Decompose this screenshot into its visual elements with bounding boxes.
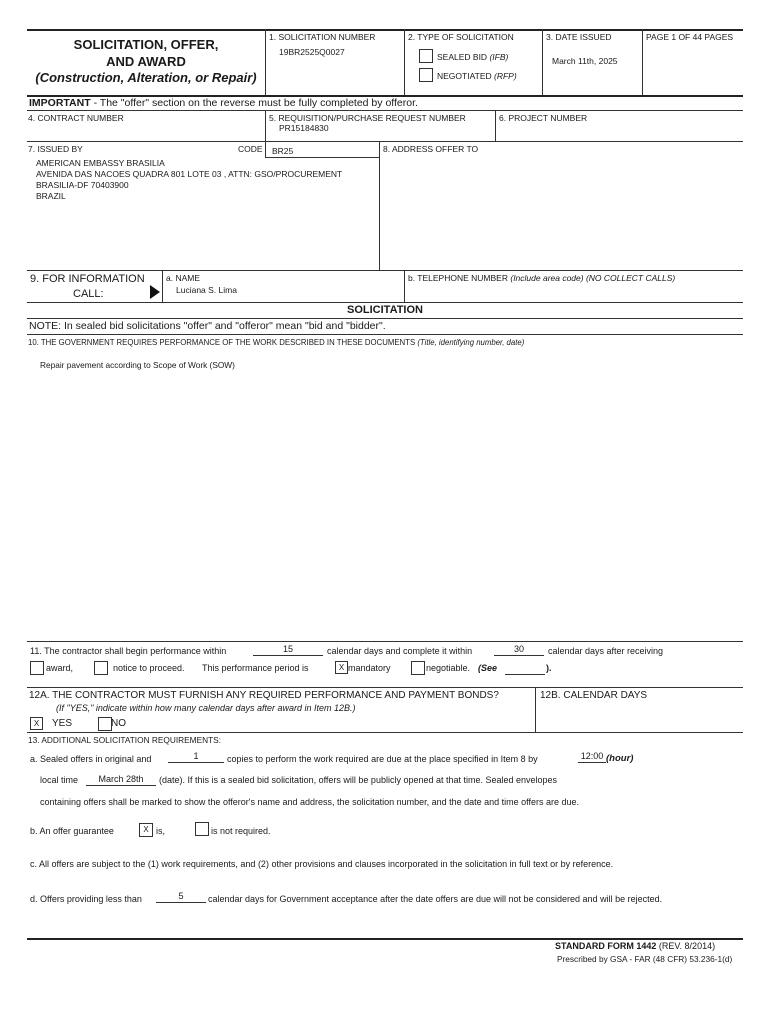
notice-to-proceed-label: notice to proceed. bbox=[113, 663, 185, 673]
see-end: ). bbox=[546, 663, 552, 673]
bonds-no-label: NO bbox=[111, 718, 126, 729]
item12a-note: (If "YES," indicate within how many calendar days after award in Item 12B.) bbox=[56, 703, 356, 713]
performance-period-text: This performance period is bbox=[202, 663, 309, 673]
form-title-line3: (Construction, Alteration, or Repair) bbox=[35, 70, 257, 85]
negotiable-label: negotiable. bbox=[426, 663, 471, 673]
top-border bbox=[27, 29, 743, 31]
item13a-date[interactable]: March 28th bbox=[86, 774, 156, 786]
form-number: STANDARD FORM 1442 (REV. 8/2014) bbox=[555, 941, 716, 951]
item13a-text4: containing offers shall be marked to show the offeror's name and address, the solicitation number, and the date and time offers are due. bbox=[40, 797, 580, 807]
issued-by-address-line2: AVENIDA DAS NACOES QUADRA 801 LOTE 03 , ATTN: GSO/PROCUREMENT bbox=[36, 169, 343, 179]
item10-label: 10. THE GOVERNMENT REQUIRES PERFORMANCE OF THE WORK DESCRIBED IN THESE DOCUMENTS (Title, identifying number, date) bbox=[28, 338, 525, 347]
item13d-text1: d. Offers providing less than bbox=[30, 894, 142, 904]
solicitation-type-label: 2. TYPE OF SOLICITATION bbox=[408, 32, 514, 42]
prescribed-by: Prescribed by GSA - FAR (48 CFR) 53.236-1(d) bbox=[557, 954, 733, 964]
address-offer-to-label: 8. ADDRESS OFFER TO bbox=[383, 144, 479, 154]
issued-by-address-line1: AMERICAN EMBASSY BRASILIA bbox=[36, 158, 165, 168]
item10-value[interactable]: Repair pavement according to Scope of Work (SOW) bbox=[40, 360, 235, 370]
requisition-number-label: 5. REQUISITION/PURCHASE REQUEST NUMBER bbox=[269, 113, 466, 123]
item13a-hour[interactable]: 12:00 bbox=[578, 751, 606, 763]
item13d-days[interactable]: 5 bbox=[156, 891, 206, 903]
item13a-copies[interactable]: 1 bbox=[168, 751, 224, 763]
contact-name-label: a. NAME bbox=[166, 273, 201, 283]
solicitation-section-header: SOLICITATION bbox=[347, 304, 423, 316]
guarantee-not-checkbox[interactable] bbox=[195, 822, 209, 836]
negotiated-label: NEGOTIATED (RFP) bbox=[437, 71, 517, 81]
sealed-bid-note: NOTE: In sealed bid solicitations "offer" and "offeror" mean "bid and "bidder". bbox=[29, 320, 386, 332]
issued-by-address-line4: BRAZIL bbox=[36, 191, 66, 201]
see-label: (See bbox=[478, 663, 498, 673]
see-blank[interactable] bbox=[505, 663, 545, 675]
bonds-yes-label: YES bbox=[52, 718, 73, 729]
item13a-hour-label: (hour) bbox=[606, 753, 634, 764]
info-call-label-1: 9. FOR INFORMATION bbox=[30, 273, 145, 285]
item12a-text: 12A. THE CONTRACTOR MUST FURNISH ANY REQUIRED PERFORMANCE AND PAYMENT BONDS? bbox=[29, 690, 499, 701]
mandatory-checkbox[interactable]: X bbox=[335, 661, 348, 674]
item11-complete-days[interactable]: 30 bbox=[494, 644, 544, 656]
contract-number-label: 4. CONTRACT NUMBER bbox=[28, 113, 124, 123]
sealed-bid-checkbox[interactable] bbox=[419, 49, 433, 63]
page-count: PAGE 1 OF 44 PAGES bbox=[646, 32, 734, 42]
issued-by-code-label: CODE bbox=[238, 144, 263, 154]
item11-text1: 11. The contractor shall begin performance within bbox=[30, 646, 227, 656]
solicitation-number-value[interactable]: 19BR2525Q0027 bbox=[279, 47, 345, 57]
item13a-text2: copies to perform the work required are due at the place specified in Item 8 by bbox=[227, 754, 538, 764]
negotiated-checkbox[interactable] bbox=[419, 68, 433, 82]
guarantee-is-label: is, bbox=[156, 826, 165, 836]
issued-by-address-line3: BRASILIA-DF 70403900 bbox=[36, 180, 129, 190]
date-issued-value[interactable]: March 11th, 2025 bbox=[552, 56, 618, 66]
project-number-label: 6. PROJECT NUMBER bbox=[499, 113, 588, 123]
mandatory-label: mandatory bbox=[348, 663, 391, 673]
form-title-line1: SOLICITATION, OFFER, bbox=[73, 37, 219, 52]
item11-text3: calendar days after receiving bbox=[548, 646, 664, 656]
notice-to-proceed-checkbox[interactable] bbox=[94, 661, 108, 675]
guarantee-not-label: is not required. bbox=[211, 826, 271, 836]
form-title-line2: AND AWARD bbox=[106, 54, 186, 69]
bonds-yes-checkbox[interactable]: X bbox=[30, 717, 43, 730]
award-label: award, bbox=[46, 663, 74, 673]
item11-begin-days[interactable]: 15 bbox=[253, 644, 323, 656]
arrow-right-icon bbox=[150, 285, 160, 299]
award-checkbox[interactable] bbox=[30, 661, 44, 675]
solicitation-number-label: 1. SOLICITATION NUMBER bbox=[269, 32, 376, 42]
item13a-text3: (date). If this is a sealed bid solicitation, offers will be publicly opened at that time. Sealed envelopes bbox=[159, 775, 558, 785]
item13a-local: local time bbox=[40, 775, 79, 785]
item13c-text: c. All offers are subject to the (1) work requirements, and (2) other provisions and clauses incorporated in the solicitation in full text or by reference. bbox=[30, 859, 614, 869]
sealed-bid-label: SEALED BID (IFB) bbox=[437, 52, 509, 62]
guarantee-is-checkbox[interactable]: X bbox=[139, 823, 153, 837]
item12b-label: 12B. CALENDAR DAYS bbox=[540, 690, 648, 701]
contact-name-value[interactable]: Luciana S. Lima bbox=[176, 285, 237, 295]
info-call-label-2: CALL: bbox=[73, 288, 104, 300]
issued-by-label: 7. ISSUED BY bbox=[28, 144, 83, 154]
important-note: IMPORTANT - The "offer" section on the reverse must be fully completed by offeror. bbox=[29, 97, 418, 109]
date-issued-label: 3. DATE ISSUED bbox=[546, 32, 612, 42]
issued-by-code-value[interactable]: BR25 bbox=[272, 146, 294, 156]
item13a-text1: a. Sealed offers in original and bbox=[30, 754, 152, 764]
item13d-text2: calendar days for Government acceptance after the date offers are due will not be considered and will be rejected. bbox=[208, 894, 663, 904]
requisition-number-value[interactable]: PR15184830 bbox=[279, 123, 329, 133]
item11-text2: calendar days and complete it within bbox=[327, 646, 473, 656]
bonds-no-checkbox[interactable] bbox=[98, 717, 112, 731]
item13-label: 13. ADDITIONAL SOLICITATION REQUIREMENTS: bbox=[28, 735, 222, 745]
telephone-label: b. TELEPHONE NUMBER (Include area code) (NO COLLECT CALLS) bbox=[408, 273, 676, 283]
item13b-text: b. An offer guarantee bbox=[30, 826, 114, 836]
negotiable-checkbox[interactable] bbox=[411, 661, 425, 675]
